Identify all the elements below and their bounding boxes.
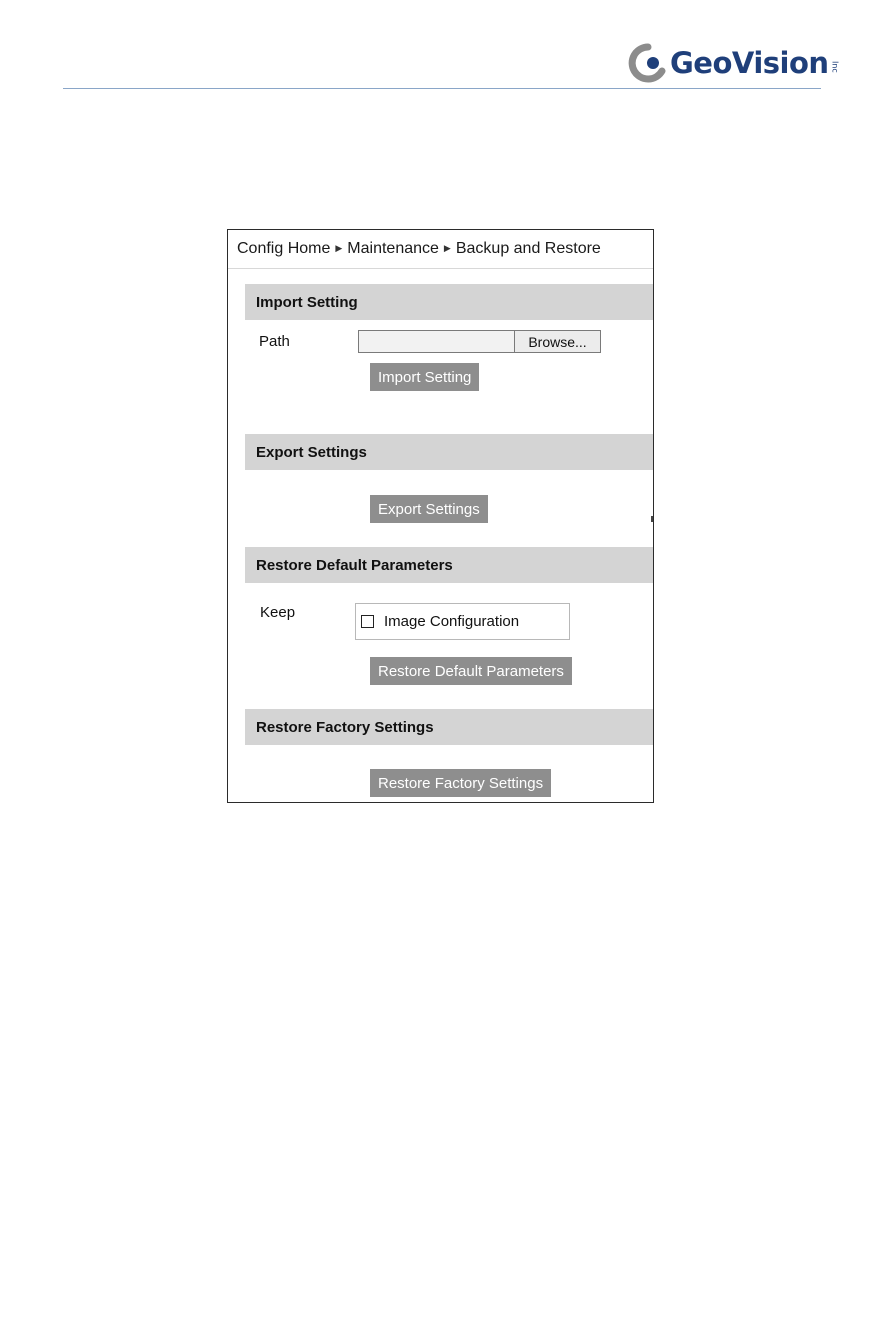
scroll-edge-marker [651, 516, 653, 522]
path-label: Path [259, 333, 290, 350]
image-configuration-checkbox[interactable] [361, 615, 374, 628]
image-configuration-label[interactable]: Image Configuration [384, 613, 520, 630]
breadcrumb-arrow-icon: ▶ [443, 242, 451, 253]
geovision-logo [628, 38, 840, 88]
backup-restore-panel [227, 229, 654, 803]
keep-label: Keep [260, 604, 296, 621]
logo-suffix: Inc [830, 61, 840, 73]
import-setting-button[interactable]: Import Setting [370, 363, 479, 391]
restore-default-header: Restore Default Parameters [245, 547, 653, 583]
restore-factory-button[interactable]: Restore Factory Settings [370, 769, 551, 797]
header-divider [63, 88, 821, 89]
logo-text: GeoVision [670, 45, 829, 80]
restore-factory-header: Restore Factory Settings [245, 709, 653, 745]
export-settings-button[interactable]: Export Settings [370, 495, 488, 523]
path-input[interactable] [358, 330, 514, 353]
browse-button[interactable]: Browse... [514, 330, 601, 353]
breadcrumb-config-home[interactable]: Config Home [237, 240, 331, 257]
restore-default-button[interactable]: Restore Default Parameters [370, 657, 572, 685]
import-setting-header: Import Setting [245, 284, 653, 320]
breadcrumb [228, 230, 653, 269]
keep-options-box [355, 603, 570, 640]
breadcrumb-backup-restore: Backup and Restore [455, 240, 601, 257]
geovision-logo-mark-icon [628, 43, 668, 83]
breadcrumb-arrow-icon: ▶ [335, 242, 343, 253]
breadcrumb-maintenance[interactable]: Maintenance [347, 240, 439, 257]
export-settings-header: Export Settings [245, 434, 653, 470]
